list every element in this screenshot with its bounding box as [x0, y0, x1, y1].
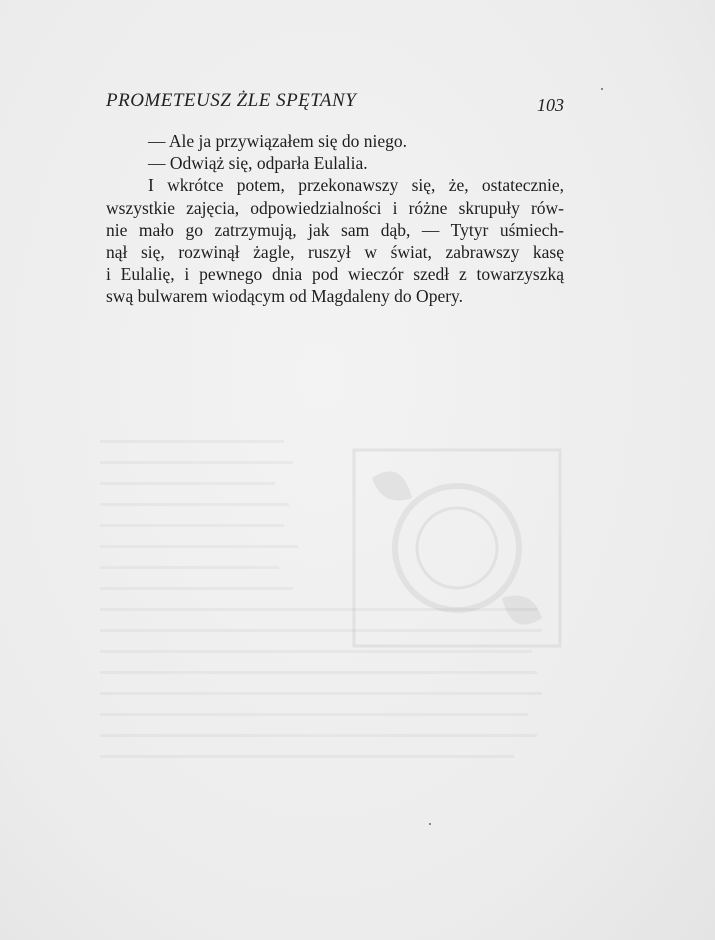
text-line: wszystkie zajęcia, odpowiedzialności i różne skrupuły rów- [106, 197, 564, 218]
show-through-ornament [352, 448, 562, 648]
page-number: 103 [537, 95, 564, 115]
text-line: nie mało go zatrzymują, jak sam dąb, — Tytyr uśmiech- [106, 219, 564, 240]
text-line: nął się, rozwinął żagle, ruszył w świat, zabrawszy kasę [106, 242, 564, 263]
text-line: i Eulalię, i pewnego dnia pod wieczór szedł z towarzyszką [106, 264, 564, 285]
text-line: swą bulwarem wiodącym od Magdaleny do Opery. [106, 286, 464, 307]
paper-speck [429, 823, 431, 825]
paper-speck [601, 88, 603, 90]
text-line: I wkrótce potem, przekonawszy się, że, ostatecznie, [148, 175, 564, 196]
body-text [106, 130, 564, 308]
text-line: — Ale ja przywiązałem się do niego. [148, 131, 408, 151]
text-line: — Odwiąż się, odparła Eulalia. [148, 153, 368, 174]
running-head: PROMETEUSZ ŻLE SPĘTANY [106, 90, 357, 111]
